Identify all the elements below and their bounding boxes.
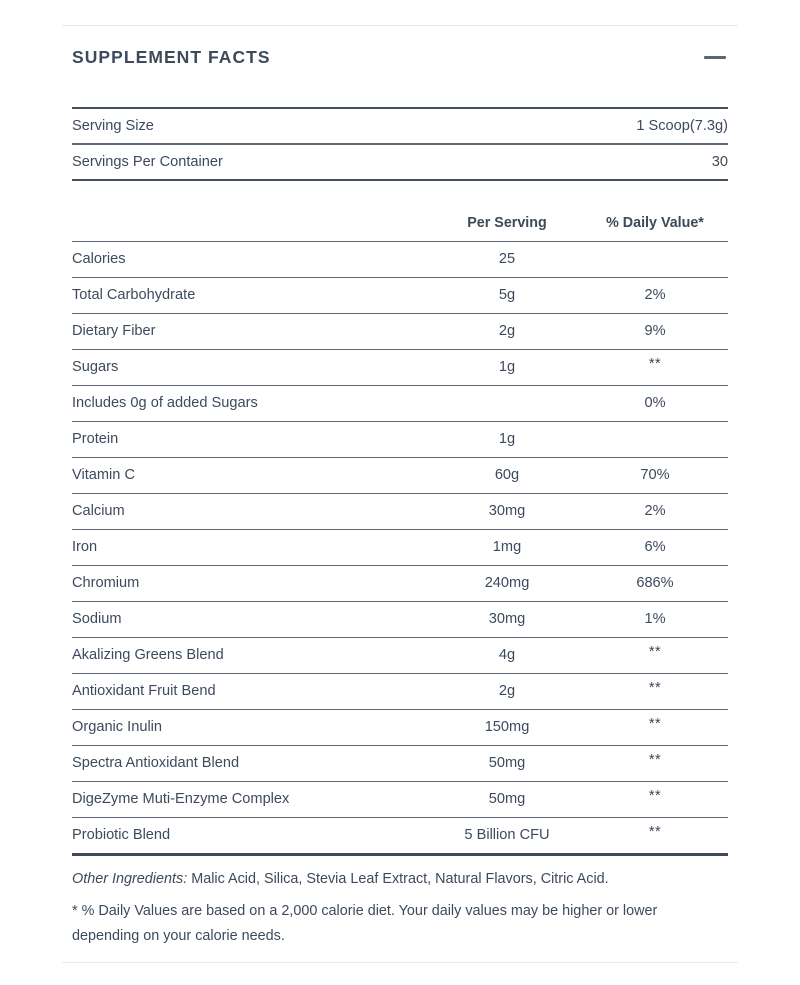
daily-value: **	[648, 644, 662, 660]
daily-value: 0%	[644, 395, 666, 411]
table-row	[72, 709, 728, 745]
nutrient-name: Akalizing Greens Blend	[72, 647, 224, 663]
table-body	[72, 241, 728, 853]
nutrient-name: Probiotic Blend	[72, 827, 171, 844]
serving-rule-bottom	[72, 179, 728, 181]
table-row	[72, 493, 728, 529]
per-serving-value	[432, 385, 582, 421]
serving-info	[72, 107, 728, 181]
table-closing-rule	[72, 853, 728, 856]
daily-value: 2%	[644, 503, 666, 519]
per-serving-value: 240mg	[484, 575, 530, 591]
daily-value: 686%	[636, 575, 674, 591]
table-row	[72, 601, 728, 637]
nutrient-name: Spectra Antioxidant Blend	[72, 755, 240, 771]
nutrient-name: Dietary Fiber	[72, 323, 156, 339]
supplement-facts-panel	[0, 25, 800, 985]
daily-value	[582, 421, 728, 457]
per-serving-value: 50mg	[488, 791, 526, 807]
column-header-nutrient	[72, 211, 432, 241]
daily-value: **	[648, 356, 662, 372]
table-row	[72, 457, 728, 493]
table-row	[72, 241, 728, 277]
supplement-facts-table	[72, 211, 728, 853]
daily-value: **	[648, 788, 662, 804]
table-row	[72, 277, 728, 313]
per-serving-value: 25	[498, 251, 516, 267]
daily-value: **	[648, 680, 662, 696]
servings-per-container-row	[72, 145, 728, 179]
table-row	[72, 637, 728, 673]
nutrient-name: Vitamin C	[72, 467, 135, 483]
nutrient-name: Sugars	[72, 359, 119, 375]
daily-value: **	[648, 716, 662, 732]
per-serving-value: 5g	[498, 287, 516, 303]
per-serving-value: 2g	[498, 323, 516, 339]
nutrient-name: Total Carbohydrate	[72, 287, 196, 303]
minus-icon-bar	[704, 56, 726, 59]
table-header	[72, 211, 728, 241]
nutrient-name: DigeZyme Muti-Enzyme Complex	[72, 791, 290, 807]
servings-per-container-value: 30	[711, 154, 728, 170]
per-serving-value: 30mg	[488, 503, 526, 519]
nutrient-name: Organic Inulin	[72, 719, 163, 735]
table-row	[72, 817, 728, 853]
per-serving-value: 50mg	[488, 755, 526, 771]
daily-value: 70%	[640, 467, 670, 483]
nutrient-name: Calcium	[72, 503, 125, 519]
daily-value: **	[648, 752, 662, 768]
table-row	[72, 349, 728, 385]
nutrient-name: Protein	[72, 431, 119, 447]
serving-size-label: Serving Size	[72, 118, 154, 134]
table-row	[72, 385, 728, 421]
per-serving-value: 1g	[498, 431, 516, 447]
serving-size-value: 1 Scoop(7.3g)	[636, 118, 728, 134]
per-serving-value: 150mg	[484, 719, 530, 735]
nutrient-name: Iron	[72, 539, 98, 555]
daily-value: 6%	[644, 539, 666, 555]
daily-value-note: * % Daily Values are based on a 2,000 calorie diet. Your daily values may be higher or lower depending on your calorie needs.	[72, 902, 658, 944]
accordion-divider-bottom	[62, 962, 738, 963]
nutrient-name: Includes 0g of added Sugars	[72, 395, 258, 411]
page-title: SUPPLEMENT FACTS	[72, 46, 271, 67]
per-serving-value: 4g	[498, 647, 516, 663]
table-row	[72, 673, 728, 709]
nutrient-name: Sodium	[72, 611, 122, 627]
table-row	[72, 529, 728, 565]
other-ingredients-label: Other Ingredients:	[72, 871, 188, 887]
daily-value: 9%	[644, 323, 666, 339]
other-ingredients-value: Malic Acid, Silica, Stevia Leaf Extract, Natural Flavors, Citric Acid.	[187, 871, 609, 887]
nutrient-name: Calories	[72, 251, 126, 267]
panel-header[interactable]	[72, 26, 728, 88]
per-serving-value: 60g	[494, 467, 520, 483]
minus-icon[interactable]	[702, 44, 728, 70]
table-row	[72, 565, 728, 601]
table-row	[72, 745, 728, 781]
per-serving-value: 1g	[498, 359, 516, 375]
per-serving-value: 30mg	[488, 611, 526, 627]
daily-value: **	[648, 824, 662, 841]
footnotes	[72, 867, 728, 948]
serving-size-row	[72, 109, 728, 143]
column-header-per-serving: Per Serving	[467, 214, 547, 231]
column-header-daily-value: % Daily Value*	[606, 214, 704, 231]
nutrient-name: Chromium	[72, 575, 140, 591]
table-row	[72, 313, 728, 349]
per-serving-value: 5 Billion CFU	[464, 827, 550, 844]
per-serving-value: 1mg	[492, 539, 522, 555]
servings-per-container-label: Servings Per Container	[72, 154, 223, 170]
table-row	[72, 781, 728, 817]
table-row	[72, 421, 728, 457]
nutrient-name: Antioxidant Fruit Bend	[72, 683, 216, 699]
daily-value	[582, 241, 728, 277]
daily-value: 2%	[644, 287, 666, 303]
other-ingredients-note	[72, 867, 728, 892]
daily-value: 1%	[644, 611, 666, 627]
per-serving-value: 2g	[498, 683, 516, 699]
